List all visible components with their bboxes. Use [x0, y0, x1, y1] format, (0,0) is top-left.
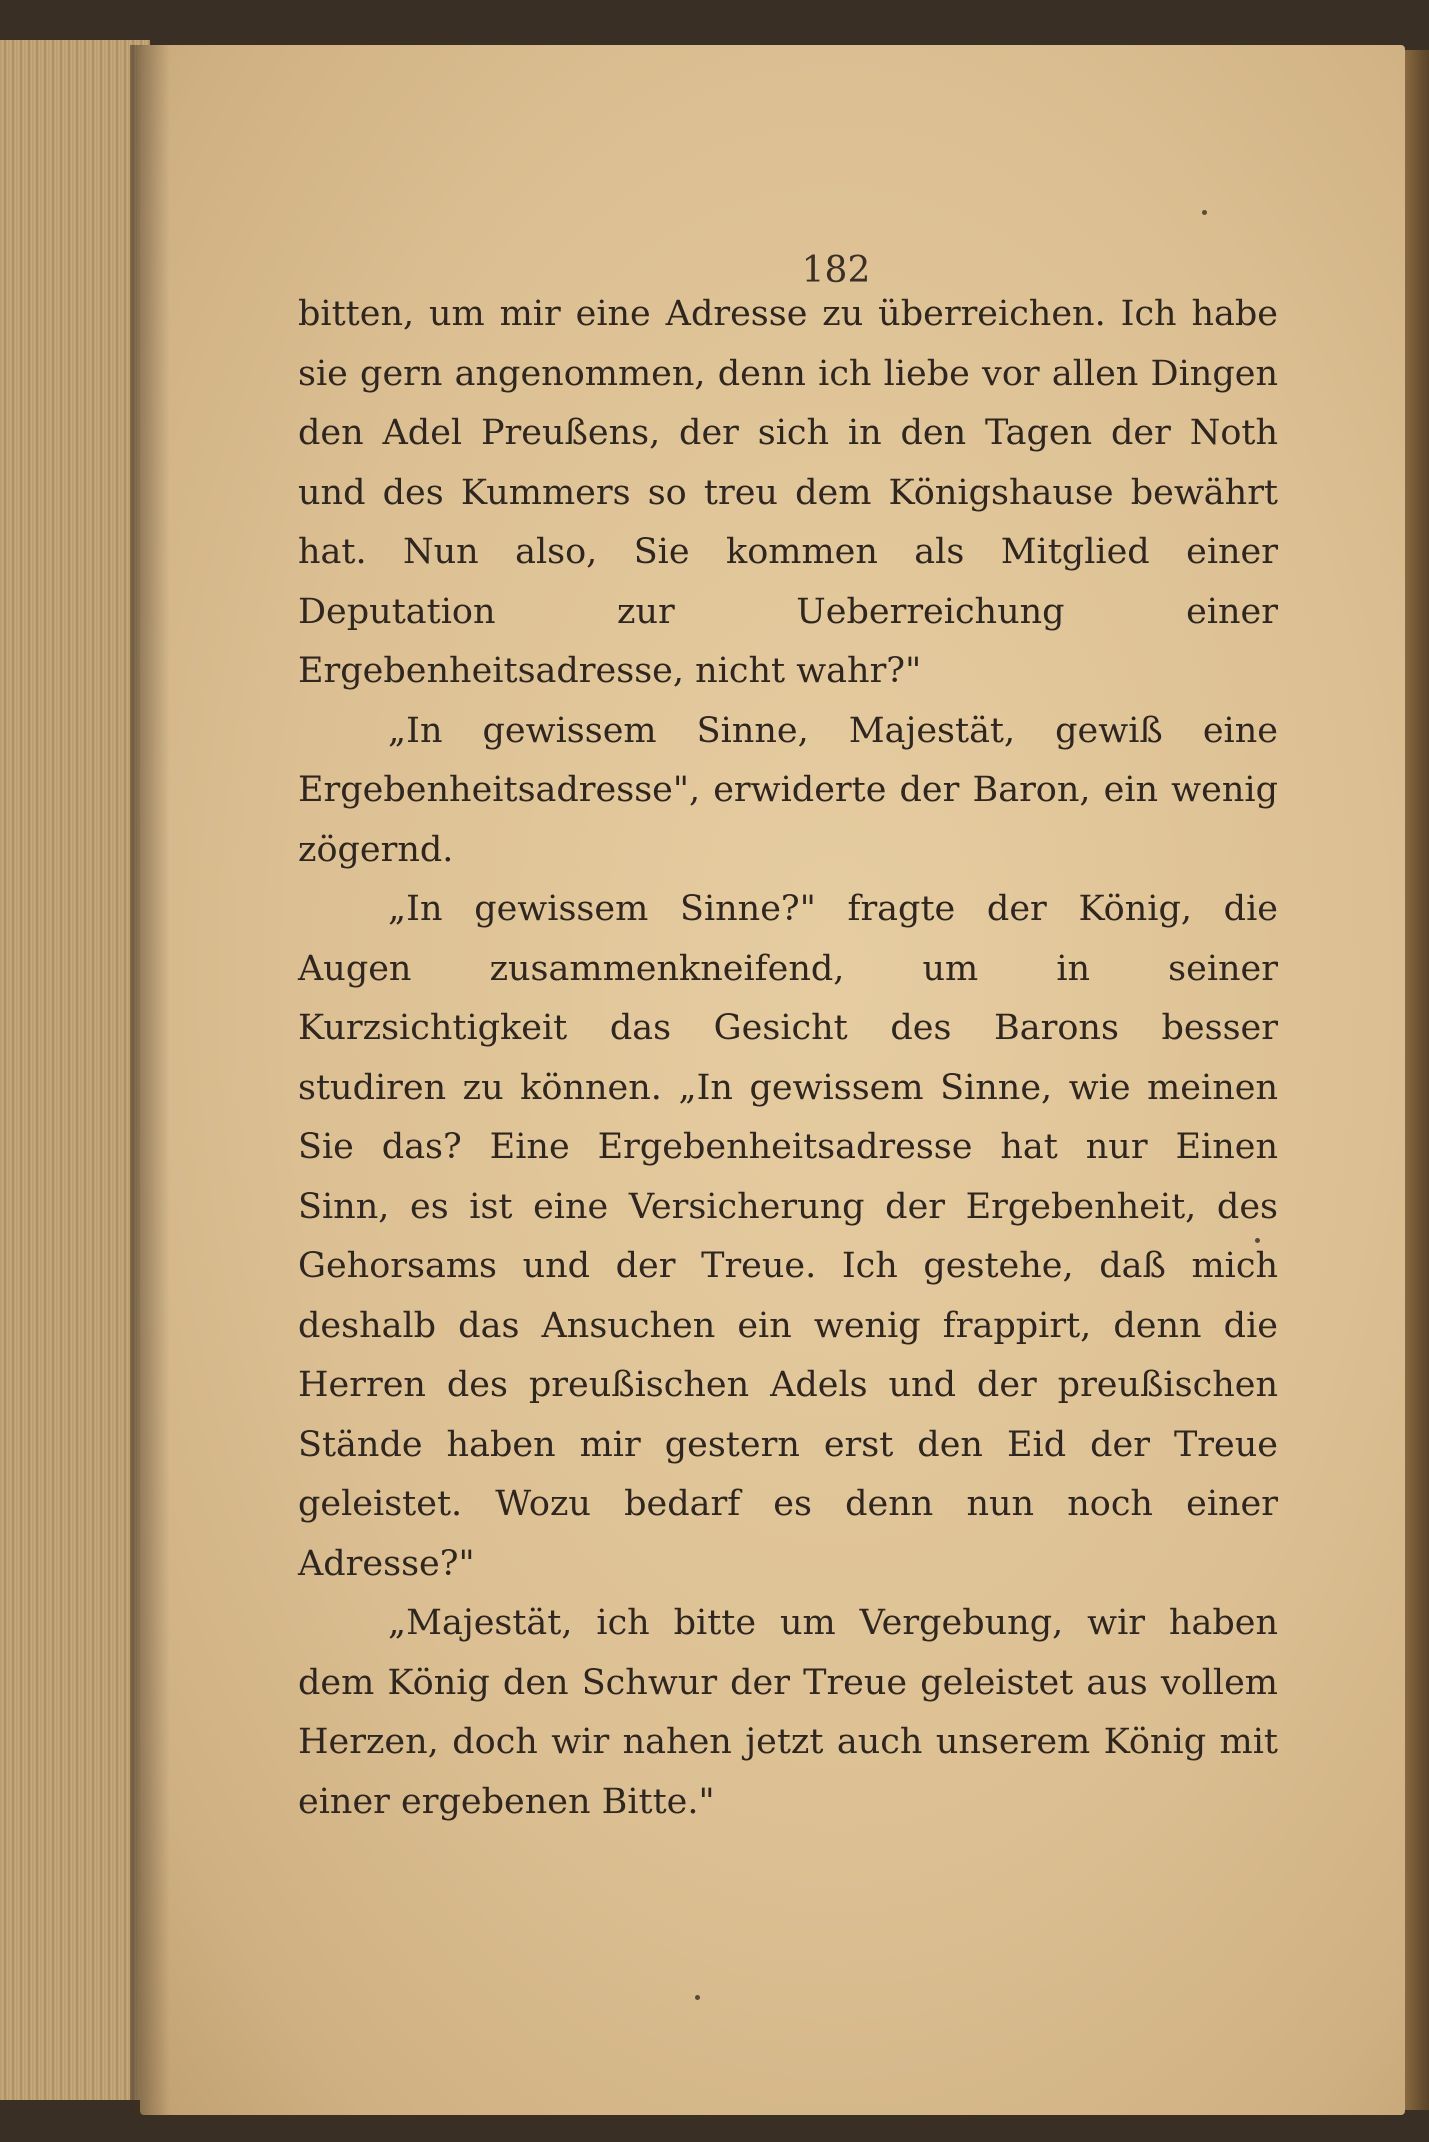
body-text — [298, 285, 1278, 1832]
paragraph: „In gewissem Sinne?" fragte der König, die Augen zusammenkneifend, um in seiner Kurzsichtigkeit das Gesicht des Barons besser studiren zu können. „In gewissem Sinne, wie meinen Sie das? Eine Ergebenheitsadresse hat nur Einen Sinn, es ist eine Versicherung der Ergebenheit, des Gehorsams und der Treue. Ich gestehe, daß mich deshalb das Ansuchen ein wenig frappirt, denn die Herren des preußischen Adels und der preußischen Stände haben mir gestern erst den Eid der Treue geleistet. Wozu bedarf es denn nun noch einer Adresse?" — [298, 889, 1278, 1584]
paper-speck — [1202, 210, 1207, 215]
paragraph: „In gewissem Sinne, Majestät, gewiß eine Ergebenheitsadresse", erwiderte der Baron, ein wenig zögernd. — [298, 710, 1278, 870]
paper-speck — [1255, 1238, 1260, 1243]
book-page-edges — [0, 40, 150, 2100]
book-page — [140, 45, 1405, 2115]
paragraph: bitten, um mir eine Adresse zu überreichen. Ich habe sie gern angenommen, denn ich liebe vor allen Dingen den Adel Preußens, der sich in den Tagen der Noth und des Kummers so treu dem Königshause bewährt hat. Nun also, Sie kommen als Mitglied einer Deputation zur Ueberreichung einer Ergebenheitsadresse, nicht wahr?" — [298, 294, 1278, 691]
page-number: 182 — [801, 250, 871, 291]
paragraph: „Majestät, ich bitte um Vergebung, wir haben dem König den Schwur der Treue geleistet aus vollem Herzen, doch wir nahen jetzt auch unserem König mit einer ergebenen Bitte." — [298, 1603, 1278, 1822]
spine-shadow — [130, 45, 170, 2115]
book-cover-edge — [1404, 50, 1429, 2110]
paper-speck — [695, 1995, 700, 2000]
